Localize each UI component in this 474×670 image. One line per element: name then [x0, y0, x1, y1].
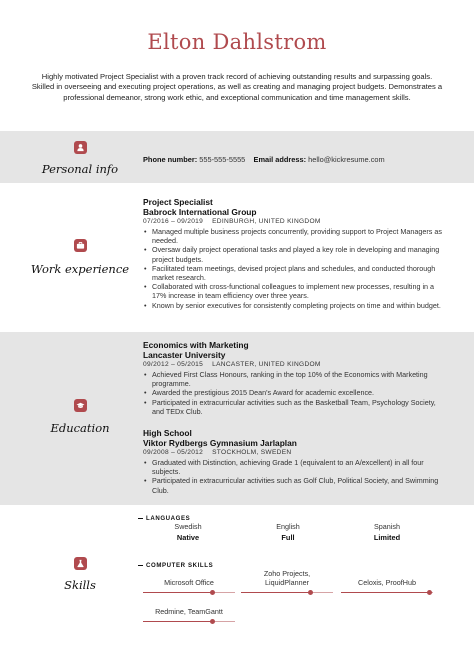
work-experience-section [0, 183, 474, 332]
skill-item [143, 607, 235, 616]
skill-bar-fill [143, 621, 212, 622]
section-label-education: Education [50, 421, 110, 435]
languages-heading [138, 515, 190, 522]
school-name: Lancaster University [143, 350, 226, 360]
language-name: Spanish [374, 522, 400, 531]
list-item: • Collaborated with cross-functional colleagues to implement new processes, resulting in a 17% increase in team efficiency over three years. [143, 282, 443, 300]
personal-info-section [0, 131, 474, 183]
list-item: • Known by senior executives for consistently completing projects on time and within budget. [143, 301, 443, 310]
skill-item [143, 578, 235, 587]
list-item: • Participated in extracurricular activities such as Golf Club, Political Society, and Swimming Club. [143, 476, 443, 494]
job-title: Project Specialist [143, 197, 213, 207]
list-item: • Awarded the prestigious 2015 Dean's Award for academic excellence. [143, 388, 443, 397]
phone-value: 555-555-5555 [199, 155, 246, 164]
education-meta [143, 360, 443, 369]
skill-bar [341, 592, 433, 593]
degree-title: High School [143, 428, 192, 438]
skill-name: Microsoft Office [164, 578, 214, 587]
list-item: • Graduated with Distinction, achieving Grade 1 (equivalent to an A/excellent) in all four subjects. [143, 458, 443, 476]
job-meta [143, 217, 443, 226]
skills-section [0, 505, 474, 670]
section-label-skills: Skills [64, 578, 96, 592]
languages-heading-text: LANGUAGES [146, 515, 191, 522]
education-location: STOCKHOLM, SWEDEN [212, 449, 292, 456]
skill-name: Zoho Projects, LiquidPlanner [263, 569, 311, 588]
list-item: • Oversaw daily project operational tasks and played a key role in developing and managing project budgets. [143, 245, 443, 263]
skill-bar [143, 621, 235, 622]
job-bullets [143, 227, 443, 310]
education-location: LANCASTER, UNITED KINGDOM [212, 361, 321, 368]
section-label-work-experience: Work experience [30, 262, 130, 276]
list-item: • Participated in extracurricular activities such as the Basketball Team, Psychology Society, and TEDx Club. [143, 398, 443, 416]
education-meta [143, 448, 443, 457]
graduation-cap-icon [74, 399, 87, 412]
education-entry-2 [143, 428, 443, 495]
heading-dash [138, 518, 143, 519]
skill-bar-fill [143, 592, 212, 593]
education-section [0, 332, 474, 505]
skill-bar-fill [241, 592, 310, 593]
flask-icon [74, 557, 87, 570]
job-location: EDINBURGH, UNITED KINGDOM [212, 218, 321, 225]
education-bullets [143, 458, 443, 495]
job-entry [143, 197, 443, 310]
heading-dash [138, 565, 143, 566]
skill-bar-fill [341, 592, 429, 593]
job-company: Babrock International Group [143, 207, 257, 217]
language-item [243, 522, 333, 543]
skill-name: Redmine, TeamGantt [155, 607, 223, 616]
language-level: Limited [373, 533, 401, 542]
list-item: • Facilitated team meetings, devised project plans and schedules, and conducted thorough market research. [143, 264, 443, 282]
skill-bar [143, 592, 235, 593]
skill-item [341, 578, 433, 587]
computer-skills-heading [138, 562, 213, 569]
person-icon [74, 141, 87, 154]
candidate-name: Elton Dahlstrom [147, 30, 327, 54]
skill-name: Celoxis, ProofHub [358, 578, 416, 587]
language-name: Swedish [174, 522, 202, 531]
language-item [143, 522, 233, 543]
skill-bar-dot [308, 590, 313, 595]
education-dates: 09/2012 – 05/2015 [143, 361, 204, 368]
degree-title: Economics with Marketing [143, 340, 249, 350]
list-item: • Achieved First Class Honours, ranking in the top 10% of the Economics with Marketing programme. [143, 370, 443, 388]
contact-line [143, 155, 443, 164]
job-dates: 07/2016 – 09/2019 [143, 218, 204, 225]
computer-skills-heading-text: COMPUTER SKILLS [146, 562, 214, 569]
skill-bar-dot [210, 590, 215, 595]
email-value: hello@kickresume.com [308, 155, 385, 164]
education-dates: 09/2008 – 05/2012 [143, 449, 204, 456]
skill-bar-dot [427, 590, 432, 595]
language-name: English [276, 522, 300, 531]
email-label: Email address: [253, 155, 307, 164]
phone-label: Phone number: [143, 155, 198, 164]
education-bullets [143, 370, 443, 416]
skill-item [241, 569, 333, 587]
list-item: • Managed multiple business projects concurrently, providing support to Project Managers as needed. [143, 227, 443, 245]
skill-bar [241, 592, 333, 593]
school-name: Viktor Rydbergs Gymnasium Jarlaplan [143, 438, 297, 448]
education-entry-1 [143, 340, 443, 416]
language-level: Full [281, 533, 295, 542]
language-item [342, 522, 432, 543]
briefcase-icon [74, 239, 87, 252]
skill-bar-dot [210, 619, 215, 624]
language-level: Native [176, 533, 200, 542]
section-label-personal-info: Personal info [41, 162, 119, 176]
profile-summary: Highly motivated Project Specialist with a proven track record of achieving outstanding results and surpassing goals. Skilled in overseeing and executing project operations, as well as creating and managing project budgets. Demonstrates a professional demeanor, strong work ethic, and exceptional communication and time management skills. [31, 72, 443, 102]
